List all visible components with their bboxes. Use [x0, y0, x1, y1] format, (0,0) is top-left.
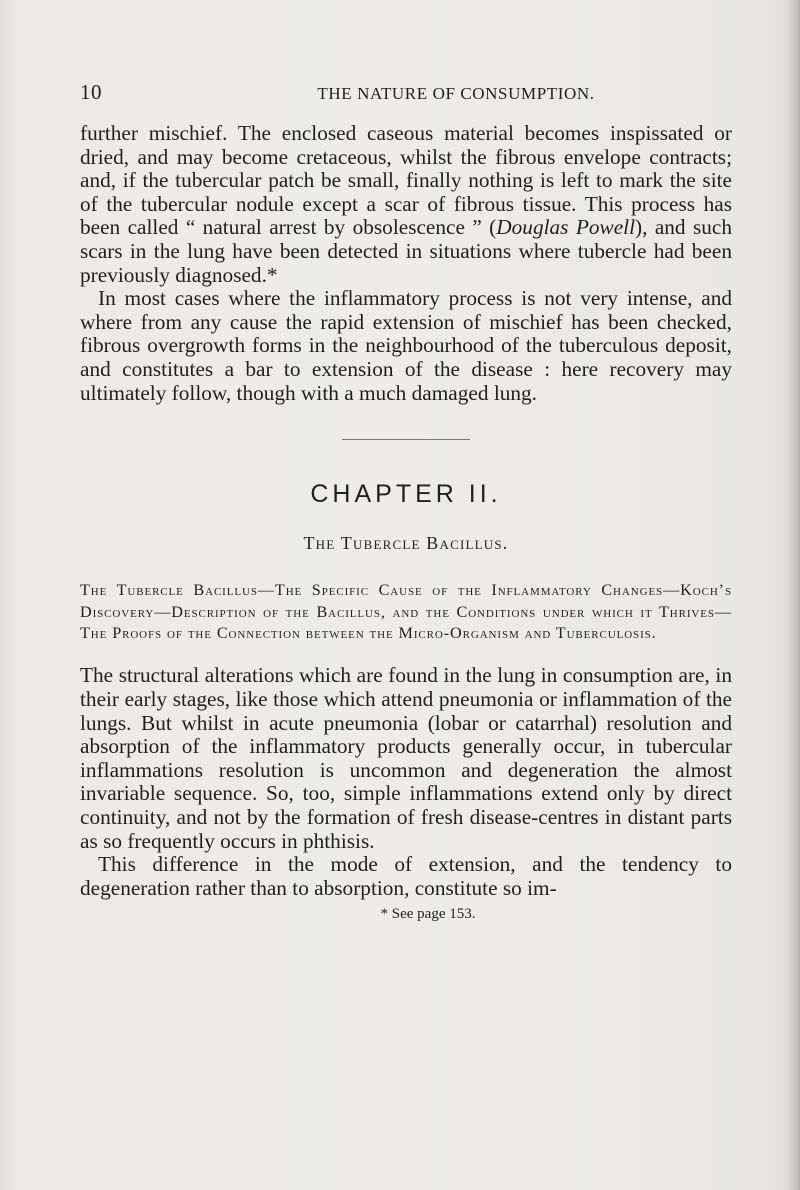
- paragraph-1: [80, 122, 732, 287]
- chapter-summary: The Tubercle Bacillus—The Specific Cause of the Inflammatory Changes—Koch’s Discovery—Description of the Bacillus, and the Conditions under which it Thrives—The Proofs of the Connection between the Micro-Organism and Tuberculosis.: [80, 581, 732, 642]
- page-edge-shadow: [786, 0, 800, 1190]
- chapter-title: The Tubercle Bacillus.: [303, 533, 509, 554]
- paragraph-2: In most cases where the inflammatory process is not very intense, and where from any cause the rapid extension of mischief has been checked, fibrous overgrowth forms in the neighbourhood of the tuberculous deposit, and constitutes a bar to extension of the disease : here recovery may ultimately follow, though with a much damaged lung.: [80, 286, 732, 405]
- chapter-heading: CHAPTER II.: [310, 480, 502, 509]
- paragraph-3: The structural alterations which are found in the lung in consumption are, in their early stages, like those which attend pneumonia or inflammation of the lungs. But whilst in acute pneumonia (lobar or catarrhal) resolution and absorption of the inflammatory products generally occur, in tubercular inflammations resolution is uncommon and degeneration the almost invariable sequence. So, too, simple inflammations extend only by direct continuity, and not by the formation of fresh disease-centres in distant parts as so frequently occurs in phthisis.: [80, 663, 732, 853]
- paragraph-1-part-a: further mischief. The enclosed caseous material becomes inspissated or dried, and may become cretaceous, whilst the fibrous envelope contracts; and, if the tubercular patch be small, finally nothing is left to mark the site of the tubercular nodule except a scar of fibrous tissue. This process has been called “ natural arrest by obsolescence ” (: [80, 121, 732, 240]
- section-divider: [342, 439, 470, 440]
- paragraph-1-part-b: ), and such scars in the lung have been detected in situations where tubercle had been previously diagnosed.*: [80, 215, 733, 287]
- footnote: * See page 153.: [380, 906, 476, 923]
- page-content: [80, 80, 732, 923]
- running-head: [80, 80, 732, 110]
- paragraph-4: This difference in the mode of extension, and the tendency to degeneration rather than to absorption, constitute so im-: [80, 852, 732, 900]
- page-number: 10: [80, 80, 102, 104]
- running-head-title: THE NATURE OF CONSUMPTION.: [317, 84, 595, 103]
- author-citation: Douglas Powell: [496, 215, 636, 240]
